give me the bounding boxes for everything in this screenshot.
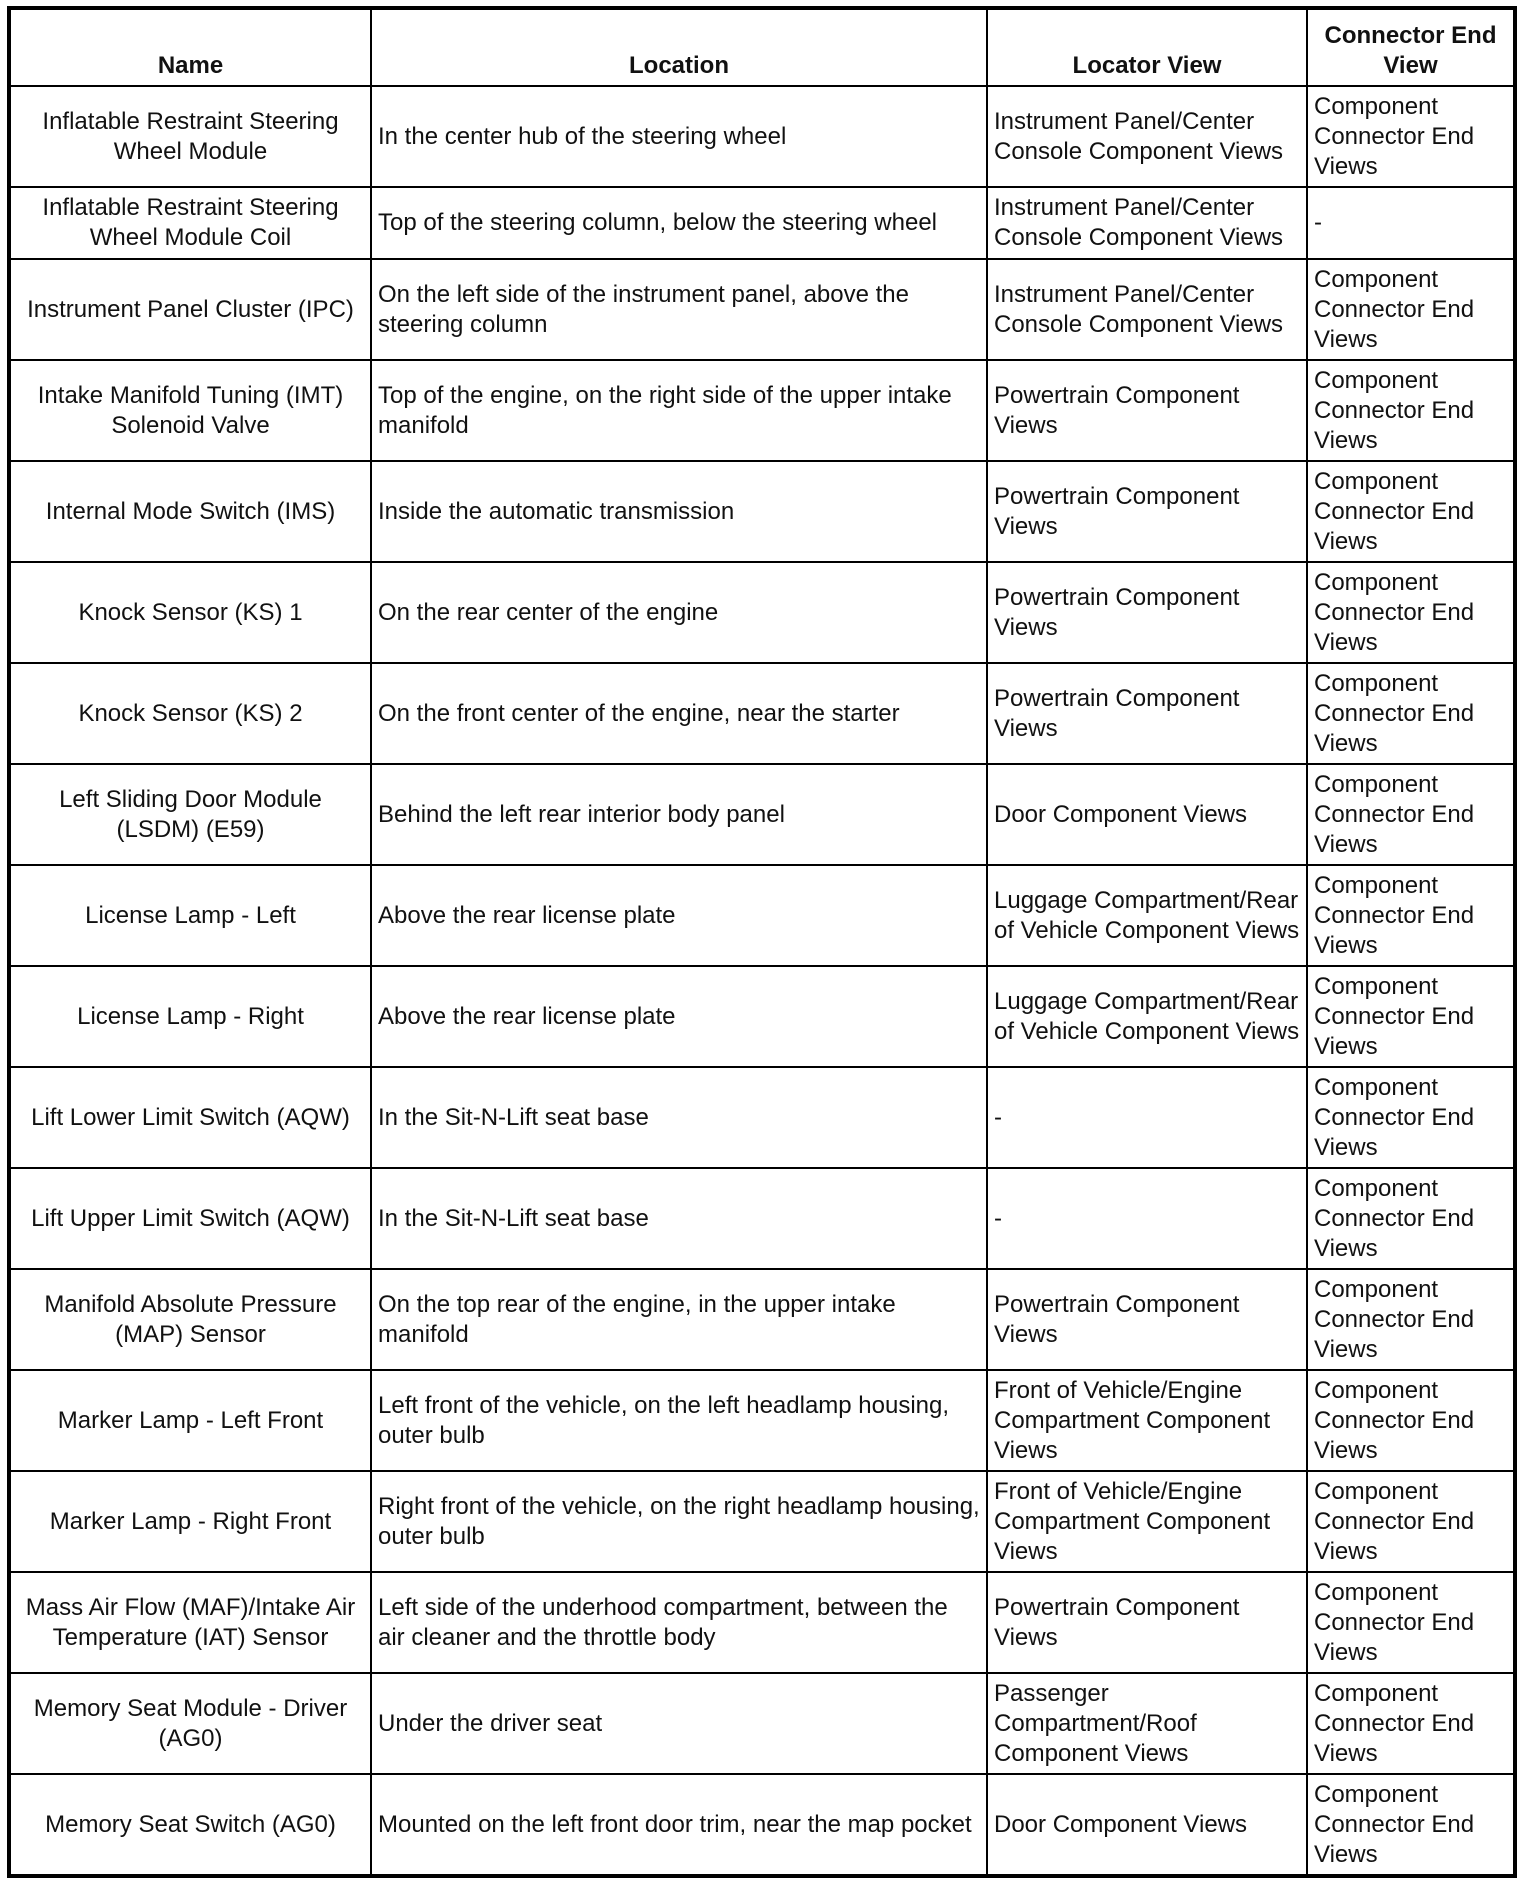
cell-locator-view: Front of Vehicle/Engine Compartment Component Views <box>987 1370 1307 1471</box>
cell-connector-end-view: Component Connector End Views <box>1307 1168 1515 1269</box>
cell-connector-end-view: Component Connector End Views <box>1307 1572 1515 1673</box>
cell-name: Memory Seat Module - Driver (AG0) <box>9 1673 371 1774</box>
cell-name: Knock Sensor (KS) 2 <box>9 663 371 764</box>
header-location: Location <box>371 8 987 86</box>
component-locator-table-wrapper <box>7 6 1517 1878</box>
cell-location: Above the rear license plate <box>371 966 987 1067</box>
cell-locator-view: Powertrain Component Views <box>987 1572 1307 1673</box>
table-row <box>9 1774 1515 1876</box>
cell-name: Mass Air Flow (MAF)/Intake Air Temperature (IAT) Sensor <box>9 1572 371 1673</box>
cell-name: Intake Manifold Tuning (IMT) Solenoid Valve <box>9 360 371 461</box>
cell-connector-end-view: Component Connector End Views <box>1307 1774 1515 1876</box>
table-row <box>9 966 1515 1067</box>
table-row <box>9 663 1515 764</box>
header-name: Name <box>9 8 371 86</box>
cell-location: Right front of the vehicle, on the right headlamp housing, outer bulb <box>371 1471 987 1572</box>
table-row <box>9 1168 1515 1269</box>
table-row <box>9 461 1515 562</box>
cell-locator-view: Powertrain Component Views <box>987 663 1307 764</box>
header-locator-view: Locator View <box>987 8 1307 86</box>
cell-name: Memory Seat Switch (AG0) <box>9 1774 371 1876</box>
cell-location: Top of the steering column, below the steering wheel <box>371 187 987 259</box>
cell-name: License Lamp - Left <box>9 865 371 966</box>
cell-locator-view: Instrument Panel/Center Console Component Views <box>987 187 1307 259</box>
table-row <box>9 360 1515 461</box>
table-row <box>9 1572 1515 1673</box>
cell-location: Inside the automatic transmission <box>371 461 987 562</box>
cell-name: Instrument Panel Cluster (IPC) <box>9 259 371 360</box>
cell-locator-view: Powertrain Component Views <box>987 360 1307 461</box>
cell-name: Marker Lamp - Left Front <box>9 1370 371 1471</box>
cell-locator-view: Luggage Compartment/Rear of Vehicle Component Views <box>987 865 1307 966</box>
cell-connector-end-view: Component Connector End Views <box>1307 865 1515 966</box>
cell-connector-end-view: Component Connector End Views <box>1307 764 1515 865</box>
cell-connector-end-view: Component Connector End Views <box>1307 663 1515 764</box>
cell-connector-end-view: Component Connector End Views <box>1307 1067 1515 1168</box>
cell-location: On the front center of the engine, near the starter <box>371 663 987 764</box>
cell-locator-view: Door Component Views <box>987 764 1307 865</box>
table-row <box>9 1067 1515 1168</box>
cell-connector-end-view: Component Connector End Views <box>1307 86 1515 187</box>
table-row <box>9 1269 1515 1370</box>
table-row <box>9 865 1515 966</box>
table-row <box>9 187 1515 259</box>
table-row <box>9 764 1515 865</box>
cell-connector-end-view: Component Connector End Views <box>1307 1673 1515 1774</box>
cell-connector-end-view: - <box>1307 187 1515 259</box>
cell-location: On the rear center of the engine <box>371 562 987 663</box>
cell-location: Mounted on the left front door trim, near the map pocket <box>371 1774 987 1876</box>
cell-locator-view: - <box>987 1168 1307 1269</box>
cell-connector-end-view: Component Connector End Views <box>1307 1370 1515 1471</box>
cell-connector-end-view: Component Connector End Views <box>1307 461 1515 562</box>
table-row <box>9 562 1515 663</box>
component-locator-table <box>7 6 1517 1878</box>
cell-connector-end-view: Component Connector End Views <box>1307 1471 1515 1572</box>
cell-locator-view: - <box>987 1067 1307 1168</box>
table-row <box>9 259 1515 360</box>
cell-locator-view: Door Component Views <box>987 1774 1307 1876</box>
cell-connector-end-view: Component Connector End Views <box>1307 562 1515 663</box>
cell-connector-end-view: Component Connector End Views <box>1307 1269 1515 1370</box>
table-row <box>9 1673 1515 1774</box>
cell-name: Manifold Absolute Pressure (MAP) Sensor <box>9 1269 371 1370</box>
cell-name: Inflatable Restraint Steering Wheel Module Coil <box>9 187 371 259</box>
cell-connector-end-view: Component Connector End Views <box>1307 259 1515 360</box>
cell-connector-end-view: Component Connector End Views <box>1307 360 1515 461</box>
cell-location: On the top rear of the engine, in the upper intake manifold <box>371 1269 987 1370</box>
cell-location: Behind the left rear interior body panel <box>371 764 987 865</box>
cell-name: Marker Lamp - Right Front <box>9 1471 371 1572</box>
cell-name: Lift Lower Limit Switch (AQW) <box>9 1067 371 1168</box>
table-row <box>9 1471 1515 1572</box>
cell-locator-view: Front of Vehicle/Engine Compartment Component Views <box>987 1471 1307 1572</box>
cell-locator-view: Powertrain Component Views <box>987 461 1307 562</box>
cell-locator-view: Luggage Compartment/Rear of Vehicle Component Views <box>987 966 1307 1067</box>
table-row <box>9 1370 1515 1471</box>
cell-name: Lift Upper Limit Switch (AQW) <box>9 1168 371 1269</box>
cell-location: Left side of the underhood compartment, between the air cleaner and the throttle body <box>371 1572 987 1673</box>
cell-locator-view: Instrument Panel/Center Console Component Views <box>987 259 1307 360</box>
cell-name: License Lamp - Right <box>9 966 371 1067</box>
cell-location: In the Sit-N-Lift seat base <box>371 1168 987 1269</box>
cell-locator-view: Instrument Panel/Center Console Component Views <box>987 86 1307 187</box>
cell-locator-view: Passenger Compartment/Roof Component Views <box>987 1673 1307 1774</box>
cell-name: Knock Sensor (KS) 1 <box>9 562 371 663</box>
cell-location: In the Sit-N-Lift seat base <box>371 1067 987 1168</box>
cell-name: Internal Mode Switch (IMS) <box>9 461 371 562</box>
cell-name: Left Sliding Door Module (LSDM) (E59) <box>9 764 371 865</box>
cell-connector-end-view: Component Connector End Views <box>1307 966 1515 1067</box>
cell-location: Under the driver seat <box>371 1673 987 1774</box>
cell-locator-view: Powertrain Component Views <box>987 1269 1307 1370</box>
cell-location: Top of the engine, on the right side of the upper intake manifold <box>371 360 987 461</box>
header-connector-end-view: Connector End View <box>1307 8 1515 86</box>
cell-name: Inflatable Restraint Steering Wheel Module <box>9 86 371 187</box>
cell-location: Above the rear license plate <box>371 865 987 966</box>
cell-location: Left front of the vehicle, on the left headlamp housing, outer bulb <box>371 1370 987 1471</box>
table-row <box>9 86 1515 187</box>
header-row <box>9 8 1515 86</box>
cell-location: In the center hub of the steering wheel <box>371 86 987 187</box>
cell-locator-view: Powertrain Component Views <box>987 562 1307 663</box>
cell-location: On the left side of the instrument panel, above the steering column <box>371 259 987 360</box>
